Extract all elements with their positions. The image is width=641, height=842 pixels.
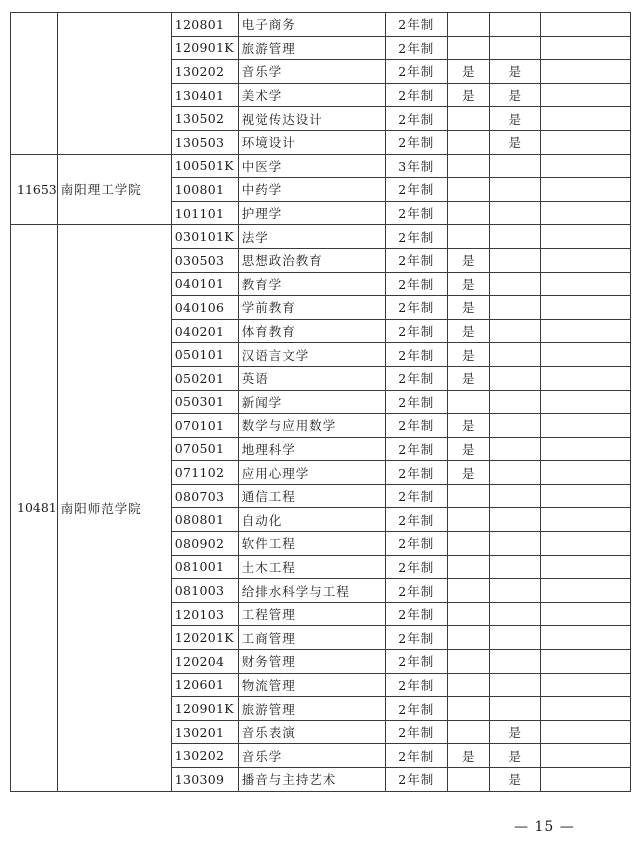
major-name: 给排水科学与工程 bbox=[238, 579, 385, 603]
flag-a: 是 bbox=[447, 248, 489, 272]
empty-cell bbox=[540, 366, 630, 390]
major-code: 070501 bbox=[171, 437, 238, 461]
school-code bbox=[11, 13, 58, 155]
flag-a bbox=[447, 13, 489, 37]
major-name: 通信工程 bbox=[238, 484, 385, 508]
empty-cell bbox=[540, 154, 630, 178]
flag-a: 是 bbox=[447, 414, 489, 438]
major-name: 美术学 bbox=[238, 83, 385, 107]
major-code: 120103 bbox=[171, 602, 238, 626]
flag-b bbox=[489, 343, 540, 367]
flag-a bbox=[447, 673, 489, 697]
major-code: 120801 bbox=[171, 13, 238, 37]
flag-a bbox=[447, 201, 489, 225]
program-duration: 2年制 bbox=[385, 13, 447, 37]
program-duration: 2年制 bbox=[385, 36, 447, 60]
flag-a bbox=[447, 532, 489, 556]
program-duration: 2年制 bbox=[385, 697, 447, 721]
empty-cell bbox=[540, 107, 630, 131]
empty-cell bbox=[540, 201, 630, 225]
major-name: 思想政治教育 bbox=[238, 248, 385, 272]
program-table bbox=[10, 12, 631, 792]
major-code: 130401 bbox=[171, 83, 238, 107]
program-duration: 2年制 bbox=[385, 178, 447, 202]
flag-a bbox=[447, 178, 489, 202]
major-code: 100501K bbox=[171, 154, 238, 178]
flag-b bbox=[489, 319, 540, 343]
major-name: 体育教育 bbox=[238, 319, 385, 343]
program-duration: 2年制 bbox=[385, 437, 447, 461]
major-name: 护理学 bbox=[238, 201, 385, 225]
empty-cell bbox=[540, 768, 630, 792]
empty-cell bbox=[540, 602, 630, 626]
major-name: 自动化 bbox=[238, 508, 385, 532]
empty-cell bbox=[540, 13, 630, 37]
empty-cell bbox=[540, 60, 630, 84]
major-code: 050101 bbox=[171, 343, 238, 367]
major-code: 070101 bbox=[171, 414, 238, 438]
major-name: 英语 bbox=[238, 366, 385, 390]
flag-a: 是 bbox=[447, 272, 489, 296]
major-code: 130502 bbox=[171, 107, 238, 131]
program-duration: 2年制 bbox=[385, 390, 447, 414]
flag-b: 是 bbox=[489, 83, 540, 107]
empty-cell bbox=[540, 626, 630, 650]
empty-cell bbox=[540, 650, 630, 674]
program-duration: 2年制 bbox=[385, 626, 447, 650]
empty-cell bbox=[540, 225, 630, 249]
major-code: 120901K bbox=[171, 36, 238, 60]
major-code: 130202 bbox=[171, 744, 238, 768]
empty-cell bbox=[540, 579, 630, 603]
empty-cell bbox=[540, 720, 630, 744]
major-name: 汉语言文学 bbox=[238, 343, 385, 367]
major-name: 工程管理 bbox=[238, 602, 385, 626]
flag-b bbox=[489, 414, 540, 438]
flag-b bbox=[489, 390, 540, 414]
major-name: 环境设计 bbox=[238, 130, 385, 154]
program-duration: 2年制 bbox=[385, 60, 447, 84]
flag-a bbox=[447, 225, 489, 249]
flag-b: 是 bbox=[489, 720, 540, 744]
flag-b bbox=[489, 650, 540, 674]
major-code: 100801 bbox=[171, 178, 238, 202]
program-duration: 2年制 bbox=[385, 130, 447, 154]
program-duration: 2年制 bbox=[385, 248, 447, 272]
flag-b bbox=[489, 366, 540, 390]
major-name: 音乐表演 bbox=[238, 720, 385, 744]
flag-b bbox=[489, 437, 540, 461]
empty-cell bbox=[540, 532, 630, 556]
program-duration: 2年制 bbox=[385, 272, 447, 296]
flag-a: 是 bbox=[447, 437, 489, 461]
flag-a bbox=[447, 697, 489, 721]
flag-a bbox=[447, 390, 489, 414]
flag-a bbox=[447, 130, 489, 154]
empty-cell bbox=[540, 555, 630, 579]
flag-b bbox=[489, 532, 540, 556]
flag-b bbox=[489, 225, 540, 249]
page-number: — 15 — bbox=[514, 819, 575, 835]
empty-cell bbox=[540, 36, 630, 60]
flag-b: 是 bbox=[489, 744, 540, 768]
major-name: 视觉传达设计 bbox=[238, 107, 385, 131]
major-name: 土木工程 bbox=[238, 555, 385, 579]
empty-cell bbox=[540, 272, 630, 296]
flag-a bbox=[447, 36, 489, 60]
major-code: 120901K bbox=[171, 697, 238, 721]
major-name: 中药学 bbox=[238, 178, 385, 202]
program-duration: 2年制 bbox=[385, 673, 447, 697]
program-duration: 2年制 bbox=[385, 343, 447, 367]
flag-b bbox=[489, 272, 540, 296]
program-duration: 2年制 bbox=[385, 532, 447, 556]
major-name: 中医学 bbox=[238, 154, 385, 178]
major-code: 080902 bbox=[171, 532, 238, 556]
major-code: 080801 bbox=[171, 508, 238, 532]
empty-cell bbox=[540, 508, 630, 532]
major-code: 101101 bbox=[171, 201, 238, 225]
major-name: 学前教育 bbox=[238, 296, 385, 320]
flag-b bbox=[489, 673, 540, 697]
major-code: 030101K bbox=[171, 225, 238, 249]
empty-cell bbox=[540, 414, 630, 438]
flag-a bbox=[447, 602, 489, 626]
major-code: 130503 bbox=[171, 130, 238, 154]
flag-a: 是 bbox=[447, 366, 489, 390]
flag-b bbox=[489, 296, 540, 320]
major-code: 050301 bbox=[171, 390, 238, 414]
flag-b: 是 bbox=[489, 130, 540, 154]
program-duration: 2年制 bbox=[385, 461, 447, 485]
major-name: 财务管理 bbox=[238, 650, 385, 674]
major-name: 新闻学 bbox=[238, 390, 385, 414]
school-name: 南阳理工学院 bbox=[57, 154, 171, 225]
program-duration: 2年制 bbox=[385, 83, 447, 107]
table-row bbox=[11, 154, 631, 178]
major-code: 120204 bbox=[171, 650, 238, 674]
flag-b bbox=[489, 626, 540, 650]
flag-a: 是 bbox=[447, 343, 489, 367]
program-duration: 2年制 bbox=[385, 366, 447, 390]
major-code: 120601 bbox=[171, 673, 238, 697]
program-duration: 2年制 bbox=[385, 414, 447, 438]
flag-b bbox=[489, 178, 540, 202]
empty-cell bbox=[540, 83, 630, 107]
major-name: 音乐学 bbox=[238, 60, 385, 84]
program-duration: 2年制 bbox=[385, 602, 447, 626]
school-code: 10481 bbox=[11, 225, 58, 791]
major-name: 数学与应用数学 bbox=[238, 414, 385, 438]
major-code: 040101 bbox=[171, 272, 238, 296]
major-name: 应用心理学 bbox=[238, 461, 385, 485]
major-code: 130309 bbox=[171, 768, 238, 792]
program-duration: 2年制 bbox=[385, 720, 447, 744]
major-name: 软件工程 bbox=[238, 532, 385, 556]
flag-a bbox=[447, 555, 489, 579]
flag-b bbox=[489, 248, 540, 272]
empty-cell bbox=[540, 178, 630, 202]
major-name: 旅游管理 bbox=[238, 697, 385, 721]
empty-cell bbox=[540, 390, 630, 414]
major-code: 081003 bbox=[171, 579, 238, 603]
program-duration: 2年制 bbox=[385, 744, 447, 768]
program-duration: 2年制 bbox=[385, 201, 447, 225]
program-duration: 2年制 bbox=[385, 319, 447, 343]
flag-b bbox=[489, 13, 540, 37]
program-duration: 2年制 bbox=[385, 296, 447, 320]
flag-a: 是 bbox=[447, 319, 489, 343]
empty-cell bbox=[540, 744, 630, 768]
flag-b: 是 bbox=[489, 768, 540, 792]
table-body bbox=[11, 13, 631, 792]
major-code: 120201K bbox=[171, 626, 238, 650]
major-name: 工商管理 bbox=[238, 626, 385, 650]
program-duration: 3年制 bbox=[385, 154, 447, 178]
flag-a bbox=[447, 650, 489, 674]
flag-b bbox=[489, 602, 540, 626]
major-name: 地理科学 bbox=[238, 437, 385, 461]
flag-a bbox=[447, 154, 489, 178]
table-row bbox=[11, 225, 631, 249]
flag-b bbox=[489, 579, 540, 603]
flag-a bbox=[447, 768, 489, 792]
empty-cell bbox=[540, 484, 630, 508]
program-duration: 2年制 bbox=[385, 107, 447, 131]
flag-a bbox=[447, 484, 489, 508]
major-code: 130202 bbox=[171, 60, 238, 84]
program-duration: 2年制 bbox=[385, 555, 447, 579]
flag-a: 是 bbox=[447, 296, 489, 320]
program-duration: 2年制 bbox=[385, 768, 447, 792]
major-code: 080703 bbox=[171, 484, 238, 508]
flag-b bbox=[489, 154, 540, 178]
major-code: 071102 bbox=[171, 461, 238, 485]
major-code: 030503 bbox=[171, 248, 238, 272]
flag-a: 是 bbox=[447, 744, 489, 768]
program-duration: 2年制 bbox=[385, 508, 447, 532]
flag-a bbox=[447, 626, 489, 650]
empty-cell bbox=[540, 437, 630, 461]
major-name: 播音与主持艺术 bbox=[238, 768, 385, 792]
flag-b: 是 bbox=[489, 107, 540, 131]
flag-a bbox=[447, 579, 489, 603]
program-duration: 2年制 bbox=[385, 225, 447, 249]
flag-b bbox=[489, 555, 540, 579]
major-name: 音乐学 bbox=[238, 744, 385, 768]
program-duration: 2年制 bbox=[385, 484, 447, 508]
flag-b bbox=[489, 508, 540, 532]
empty-cell bbox=[540, 673, 630, 697]
flag-b bbox=[489, 201, 540, 225]
major-name: 教育学 bbox=[238, 272, 385, 296]
flag-a bbox=[447, 720, 489, 744]
major-code: 040201 bbox=[171, 319, 238, 343]
major-name: 法学 bbox=[238, 225, 385, 249]
flag-a: 是 bbox=[447, 83, 489, 107]
major-name: 物流管理 bbox=[238, 673, 385, 697]
flag-b: 是 bbox=[489, 60, 540, 84]
major-name: 旅游管理 bbox=[238, 36, 385, 60]
major-name: 电子商务 bbox=[238, 13, 385, 37]
major-code: 081001 bbox=[171, 555, 238, 579]
flag-b bbox=[489, 697, 540, 721]
empty-cell bbox=[540, 296, 630, 320]
flag-a bbox=[447, 508, 489, 532]
program-duration: 2年制 bbox=[385, 650, 447, 674]
flag-a: 是 bbox=[447, 60, 489, 84]
major-code: 050201 bbox=[171, 366, 238, 390]
flag-b bbox=[489, 461, 540, 485]
school-name: 南阳师范学院 bbox=[57, 225, 171, 791]
empty-cell bbox=[540, 319, 630, 343]
program-duration: 2年制 bbox=[385, 579, 447, 603]
table-row bbox=[11, 13, 631, 37]
major-code: 040106 bbox=[171, 296, 238, 320]
empty-cell bbox=[540, 343, 630, 367]
empty-cell bbox=[540, 697, 630, 721]
school-name bbox=[57, 13, 171, 155]
flag-b bbox=[489, 36, 540, 60]
flag-a bbox=[447, 107, 489, 131]
flag-a: 是 bbox=[447, 461, 489, 485]
major-code: 130201 bbox=[171, 720, 238, 744]
empty-cell bbox=[540, 461, 630, 485]
flag-b bbox=[489, 484, 540, 508]
empty-cell bbox=[540, 248, 630, 272]
empty-cell bbox=[540, 130, 630, 154]
school-code: 11653 bbox=[11, 154, 58, 225]
